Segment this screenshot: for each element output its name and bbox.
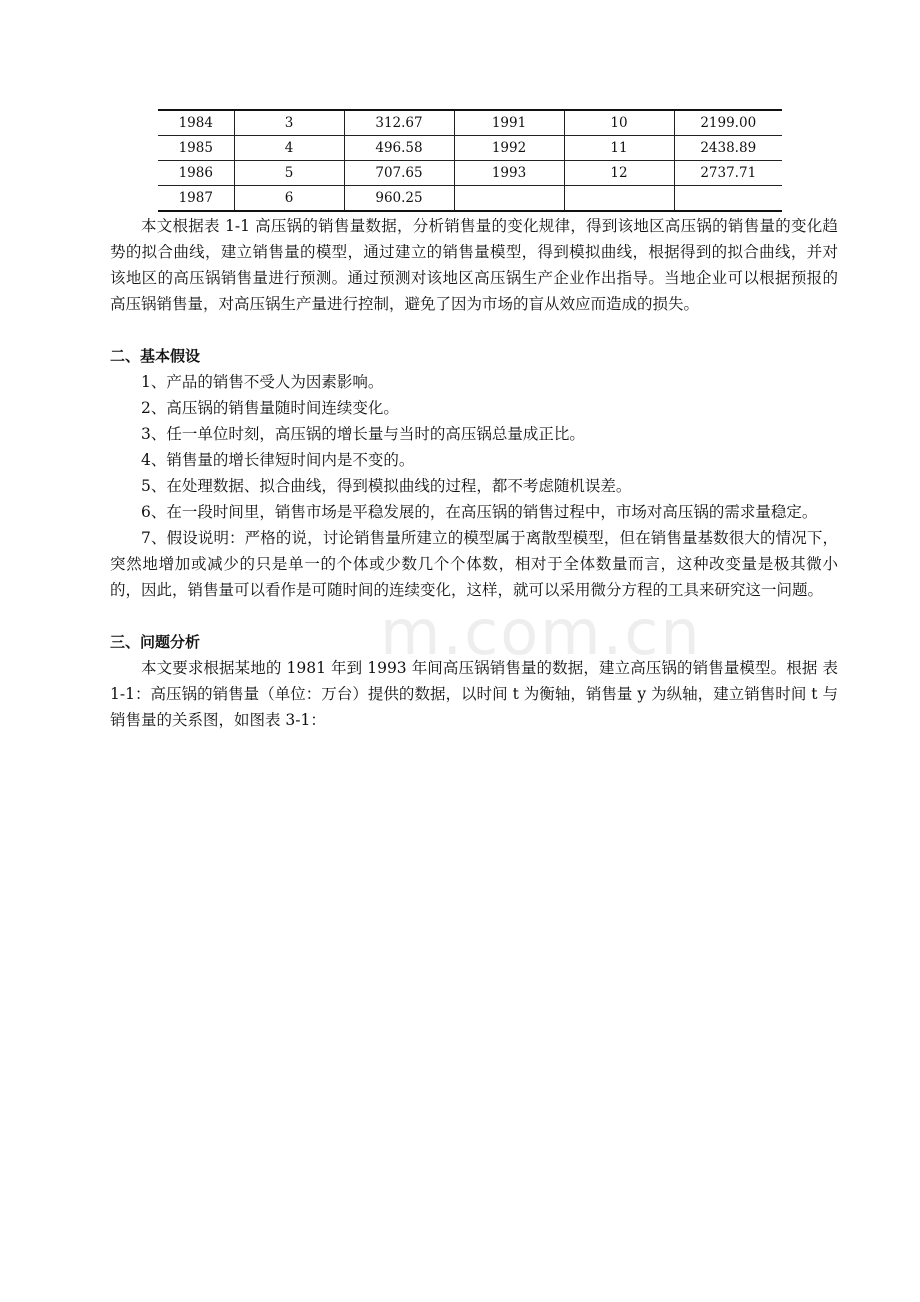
- table-cell: [454, 186, 564, 212]
- table-row: [158, 136, 782, 161]
- section-heading-assumptions: 二、基本假设: [110, 347, 201, 365]
- table-cell: 1991: [454, 110, 564, 136]
- table-cell: 1992: [454, 136, 564, 161]
- table-cell: 6: [234, 186, 344, 212]
- assumption-item: 5、在处理数据、拟合曲线，得到模拟曲线的过程，都不考虑随机误差。: [141, 477, 632, 495]
- assumption-item: 7、假设说明：严格的说，讨论销售量所建立的模型属于离散型模型，但在销售量基数很大的情况下，突然地增加或减少的只是单一的个体或少数几个个体数，相对于全体数量而言，这种改变量是极其微小的，因此，销售量可以看作是可随时间的连续变化，这样，就可以采用微分方程的工具来研究这一问题。: [110, 529, 838, 599]
- table-cell: 1984: [178, 115, 213, 131]
- table-cell: 960.25: [344, 186, 454, 212]
- sales-table: [158, 109, 782, 212]
- table-cell: 5: [234, 161, 344, 186]
- assumption-item: 4、销售量的增长律短时间内是不变的。: [141, 451, 415, 469]
- table-cell: 11: [564, 136, 674, 161]
- watermark: m.com.cn: [380, 596, 702, 669]
- table-cell: 4: [234, 136, 344, 161]
- table-cell: 1985: [158, 136, 234, 161]
- table-cell: 707.65: [344, 161, 454, 186]
- intro-paragraph: 本文根据表 1-1 高压锅的销售量数据，分析销售量的变化规律，得到该地区高压锅的销售量的变化趋势的拟合曲线，建立销售量的模型，通过建立的销售量模型，得到模拟曲线，根据得到的拟合曲线，并对该地区的高压锅销售量进行预测。通过预测对该地区高压锅生产企业作出指导。当地企业可以根据预报的高压锅销售量，对高压锅生产量进行控制，避免了因为市场的盲从效应而造成的损失。: [110, 217, 838, 313]
- table-cell: 1993: [454, 161, 564, 186]
- section-heading-analysis: 三、问题分析: [110, 633, 201, 651]
- assumption-item: 2、高压锅的销售量随时间连续变化。: [141, 399, 399, 417]
- assumption-item: 1、产品的销售不受人为因素影响。: [141, 373, 384, 391]
- table-cell: 2438.89: [674, 136, 782, 161]
- table-row: [158, 110, 782, 136]
- table-cell: [564, 186, 674, 212]
- body-text: [110, 213, 838, 733]
- table-cell: 496.58: [344, 136, 454, 161]
- table-cell: 10: [564, 110, 674, 136]
- table-row: [158, 161, 782, 186]
- table-cell: 1986: [158, 161, 234, 186]
- analysis-paragraph: 本文要求根据某地的 1981 年到 1993 年间高压锅销售量的数据，建立高压锅的销售量模型。根据 表 1-1：高压锅的销售量（单位：万台）提供的数据，以时间 t 为衡轴，销售量 y 为纵轴，建立销售时间 t 与销售量的关系图，如图表 3-1：: [110, 659, 838, 729]
- table-cell: 3: [234, 110, 344, 136]
- table-cell: [674, 186, 782, 212]
- table-cell: 1987: [158, 186, 234, 212]
- table-cell: 2199.00: [674, 110, 782, 136]
- table-cell: 2737.71: [674, 161, 782, 186]
- table-row: [158, 186, 782, 212]
- table-cell: 312.67: [344, 110, 454, 136]
- assumption-item: 6、在一段时间里，销售市场是平稳发展的，在高压锅的销售过程中，市场对高压锅的需求量稳定。: [141, 503, 818, 521]
- table-cell: 12: [564, 161, 674, 186]
- assumption-item: 3、任一单位时刻，高压锅的增长量与当时的高压锅总量成正比。: [141, 425, 585, 443]
